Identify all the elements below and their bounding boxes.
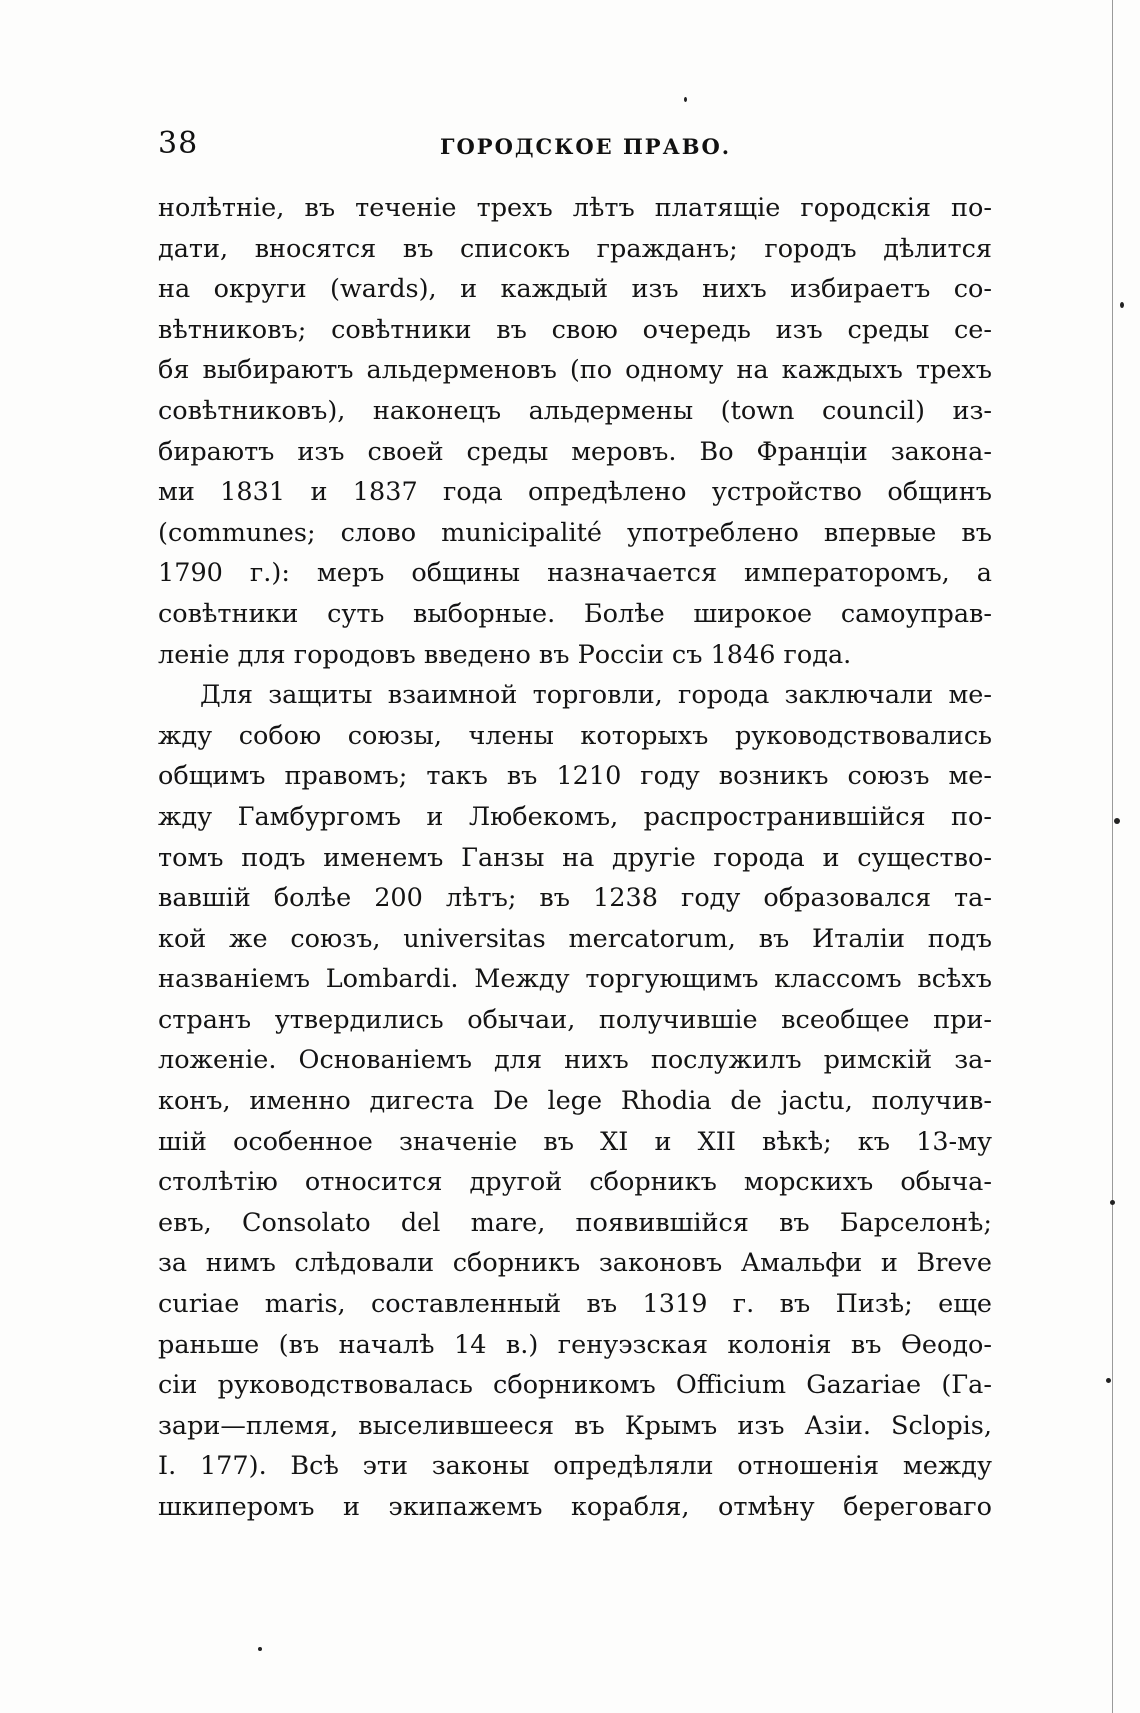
ink-speck [1110,1200,1115,1205]
text-line: евъ, Consolato del mare, появившійся въ Барселонѣ; [158,1207,992,1238]
text-line: шкиперомъ и экипажемъ корабля, отмѣну береговаго [158,1492,992,1522]
text-line: Для защиты взаимной торговли, города заключали ме- [200,680,992,711]
page-number: 38 [158,126,199,161]
ink-speck [684,97,687,102]
page-edge-rule [1112,0,1113,1713]
text-line: кой же союзъ, universitas mercatorum, въ Италіи подъ [158,923,992,954]
text-line: curiae maris, составленный въ 1319 г. въ Пизѣ; еще [158,1289,992,1320]
text-line: (communes; слово municipalité употреблено впервые въ [158,517,992,548]
page-header [158,126,992,170]
ink-speck [1120,302,1124,308]
text-line: I. 177). Всѣ эти законы опредѣляли отношенія между [158,1451,992,1482]
text-line: дати, вносятся въ списокъ гражданъ; городъ дѣлится [158,233,992,264]
text-line: леніе для городовъ введено въ Россіи съ 1846 года. [158,639,852,670]
running-title: ГОРОДСКОЕ ПРАВО. [440,134,732,159]
ink-speck [258,1647,262,1651]
text-line: столѣтію относится другой сборникъ морскихъ обыча- [158,1167,992,1198]
paragraph-2 [158,675,992,1527]
text-line: ми 1831 и 1837 года опредѣлено устройство общинъ [158,477,992,508]
text-line: совѣтниковъ), наконецъ альдермены (town council) из- [158,395,992,426]
text-line: вавшій болѣе 200 лѣтъ; въ 1238 году образовался та- [158,883,992,914]
text-line: бираютъ изъ своей среды меровъ. Во Франціи закона- [158,436,992,467]
text-line: шій особенное значеніе въ XI и XII вѣкѣ; къ 13-му [158,1126,992,1157]
text-line: раньше (въ началѣ 14 в.) генуэзская колонія въ Ѳеодо- [158,1329,992,1360]
text-line: за нимъ слѣдовали сборникъ законовъ Амальфи и Breve [158,1248,992,1279]
text-line: совѣтники суть выборные. Болѣе широкое самоуправ- [158,598,992,629]
text-line: нолѣтніе, въ теченіе трехъ лѣтъ платящіе городскія по- [158,193,992,223]
text-line: конъ, именно дигеста De lege Rhodia de jactu, получив- [158,1086,992,1117]
paragraph-1 [158,188,992,675]
text-line: на округи (wards), и каждый изъ нихъ избираетъ со- [158,274,992,305]
body-text [158,188,992,1528]
text-line: странъ утвердились обычаи, получившіе всеобщее при- [158,1004,992,1035]
ink-speck [1106,1378,1111,1383]
text-line: общимъ правомъ; такъ въ 1210 году возникъ союзъ ме- [158,761,992,792]
text-line: томъ подъ именемъ Ганзы на другіе города и существо- [158,842,992,873]
text-line: сіи руководствовалась сборникомъ Officium Gazariae (Га- [158,1370,992,1401]
ink-speck [1114,818,1120,824]
text-line: ложеніе. Основаніемъ для нихъ послужилъ римскій за- [158,1045,992,1076]
text-line: 1790 г.): меръ общины назначается императоромъ, а [158,558,992,589]
text-line: зари—племя, выселившееся въ Крымъ изъ Азіи. Sclopis, [158,1410,992,1441]
text-line: названіемъ Lombardi. Между торгующимъ классомъ всѣхъ [158,964,992,995]
text-line: бя выбираютъ альдерменовъ (по одному на каждыхъ трехъ [158,355,992,386]
text-line: жду Гамбургомъ и Любекомъ, распространившійся по- [158,801,992,832]
text-line: вѣтниковъ; совѣтники въ свою очередь изъ среды се- [158,314,992,345]
text-line: жду собою союзы, члены которыхъ руководствовались [158,720,992,751]
